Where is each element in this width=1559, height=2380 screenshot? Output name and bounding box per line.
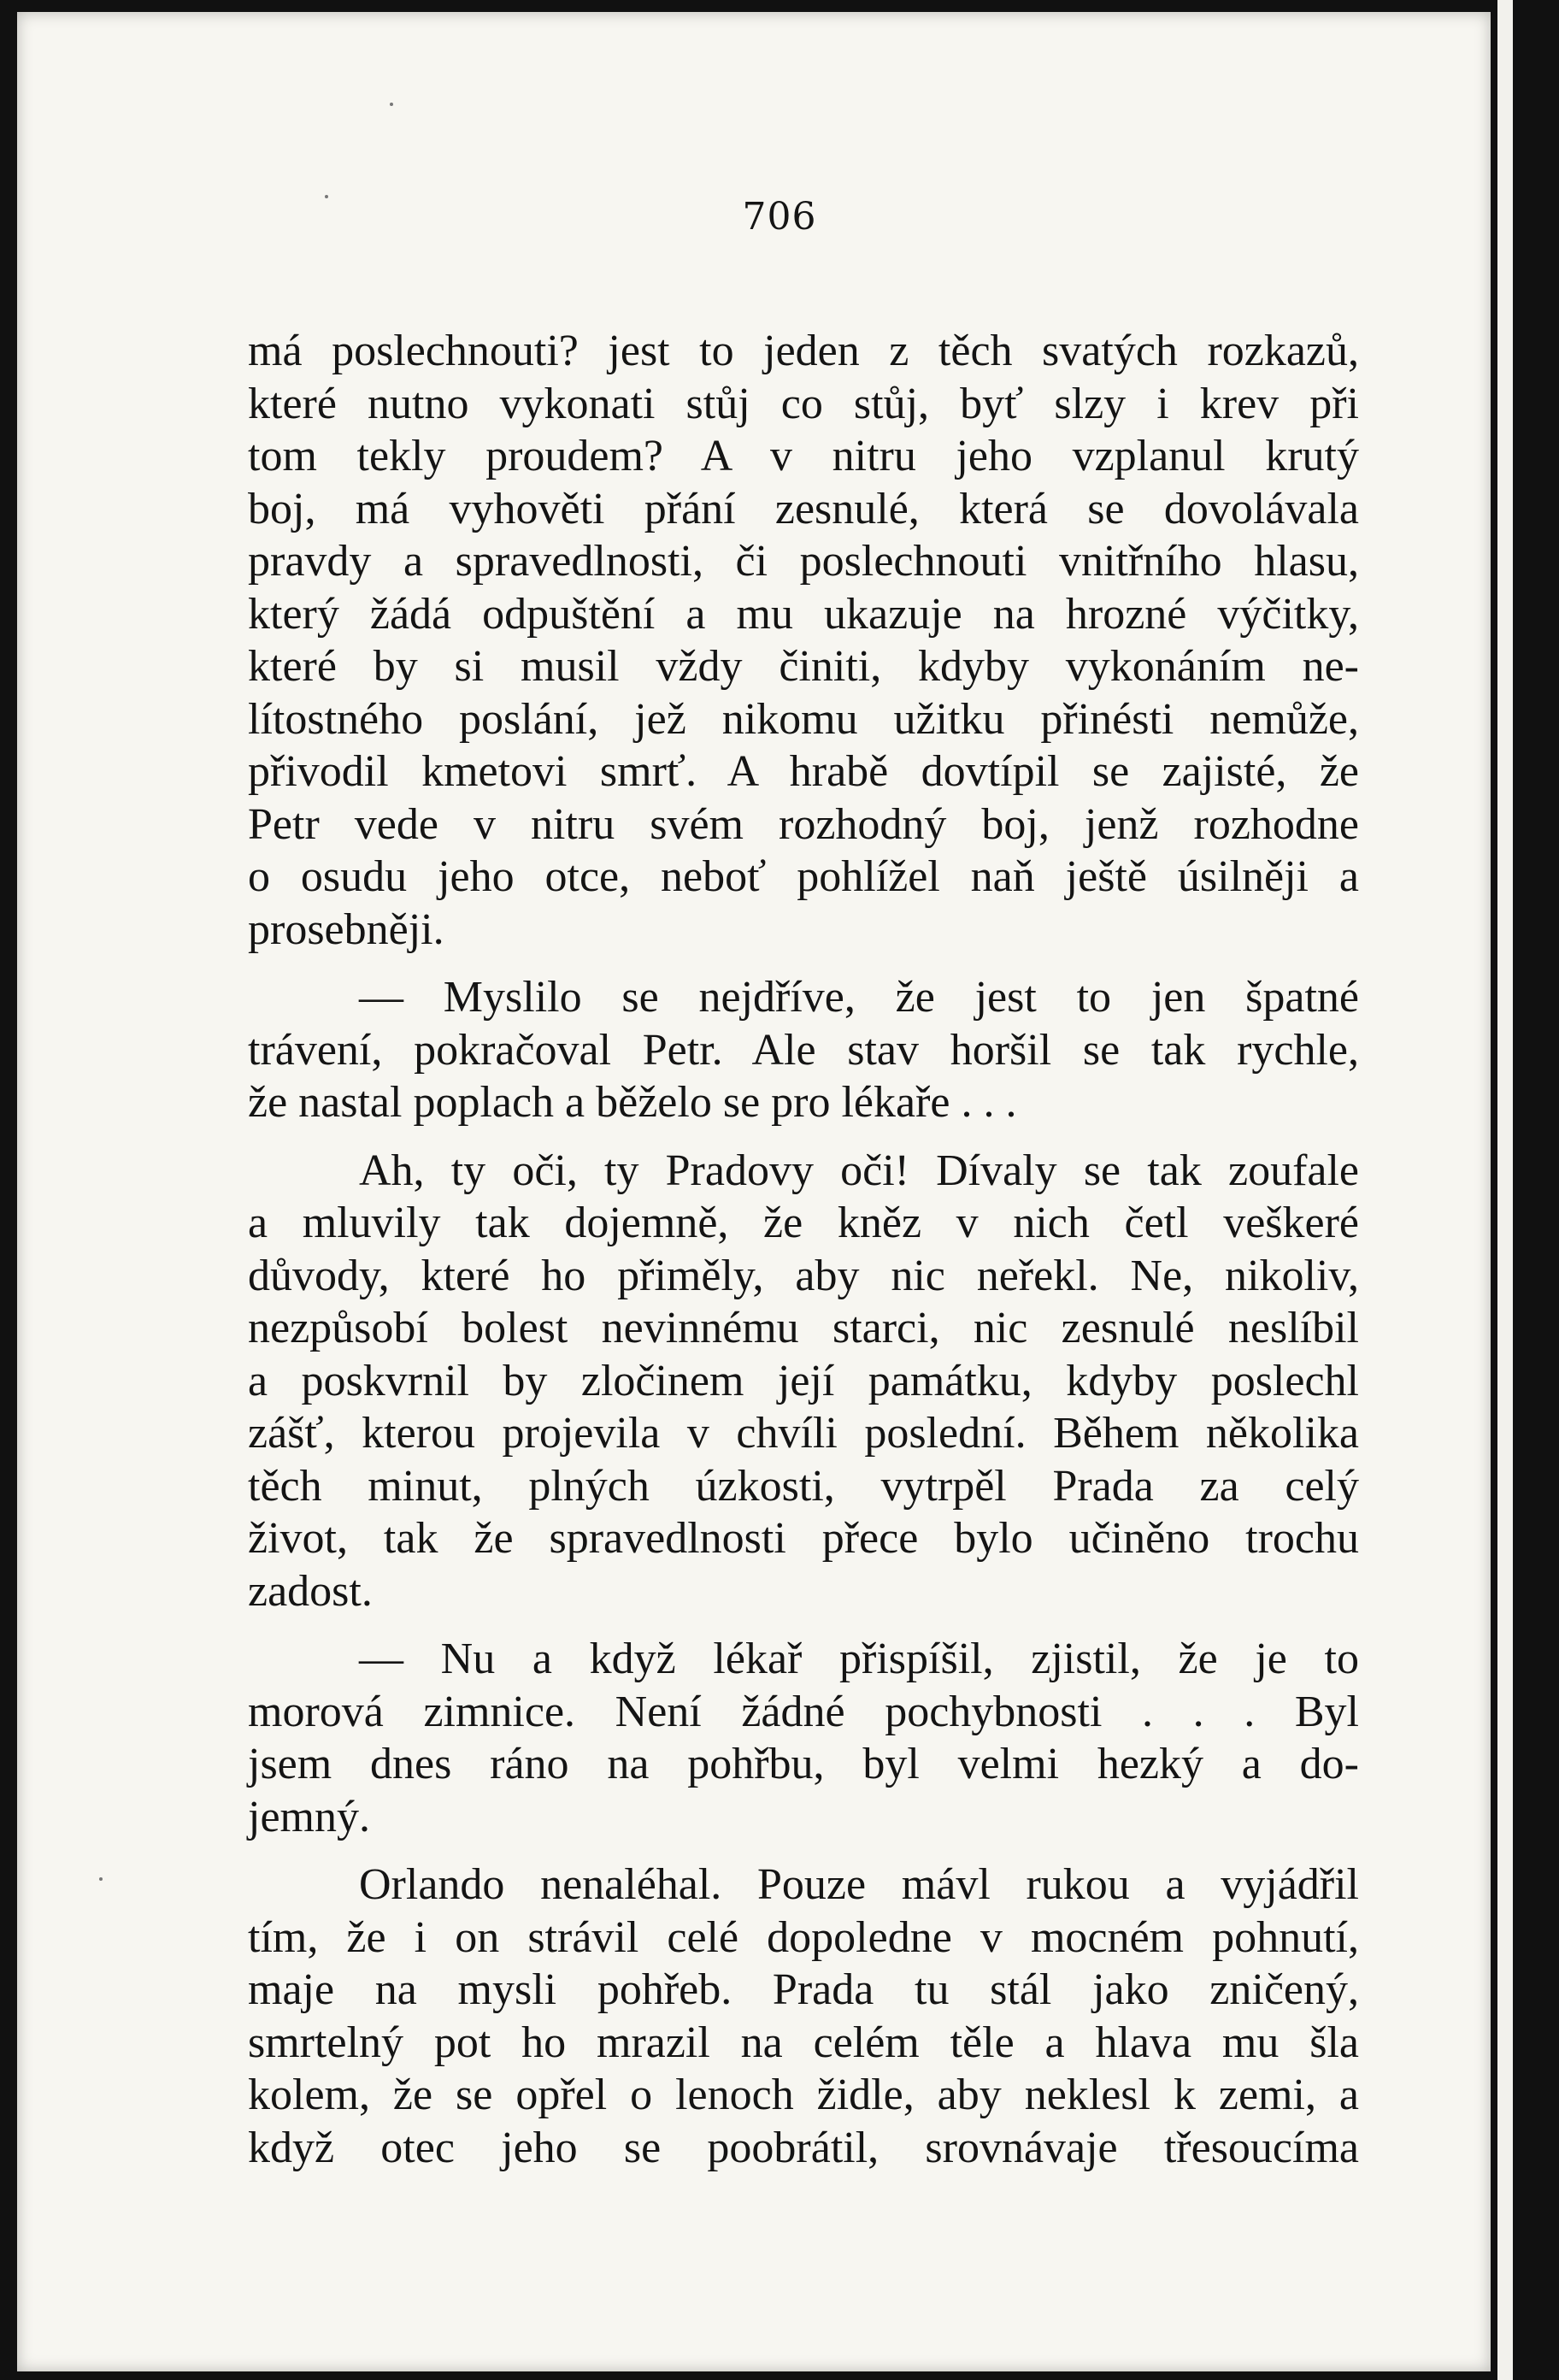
text-line: prosebněji. xyxy=(248,904,444,954)
paragraph xyxy=(248,1859,1359,2174)
text-line: zadost. xyxy=(248,1566,373,1616)
text-line: má poslechnouti? jest to jeden z těch svatých rozkazů, xyxy=(248,327,1359,375)
body-text xyxy=(248,325,1359,2174)
text-line: Petr vede v nitru svém rozhodný boj, jenž rozhodne xyxy=(248,799,1359,849)
text-line: tím, že i on strávil celé dopoledne v mocném pohnutí, xyxy=(248,1912,1359,1962)
paragraph xyxy=(248,1633,1359,1843)
text-line: jsem dnes ráno na pohřbu, byl velmi hezký a do- xyxy=(248,1740,1359,1788)
text-line: maje na mysli pohřeb. Prada tu stál jako zničený, xyxy=(248,1965,1359,2014)
text-line: Ah, ty oči, ty Pradovy oči! Dívaly se tak zoufale xyxy=(359,1146,1359,1195)
text-line: které by si musil vždy činiti, kdyby vykonáním ne- xyxy=(248,642,1359,691)
text-line: nezpůsobí bolest nevinnému starci, nic zesnulé neslíbil xyxy=(248,1304,1359,1352)
text-line: zášť, kterou projevila v chvíli poslední. Během několika xyxy=(248,1409,1359,1458)
text-line: morová zimnice. Není žádné pochybnosti . . . Byl xyxy=(248,1687,1359,1736)
paragraph xyxy=(248,971,1359,1129)
page-edge xyxy=(1497,0,1513,2380)
text-line: — Nu a když lékař přispíšil, zjistil, že je to xyxy=(359,1635,1359,1683)
text-line: lítostného poslání, jež nikomu užitku přinésti nemůže, xyxy=(248,694,1359,744)
text-line: který žádá odpuštění a mu ukazuje na hrozné výčitky, xyxy=(248,589,1359,639)
text-line: kolem, že se opřel o lenoch židle, aby neklesl k zemi, a xyxy=(248,2071,1359,2119)
text-line: trávení, pokračoval Petr. Ale stav horšil se tak rychle, xyxy=(248,1025,1359,1075)
text-line: boj, má vyhověti přání zesnulé, která se dovolávala xyxy=(248,484,1359,533)
paper-speck xyxy=(390,103,393,106)
text-line: a mluvily tak dojemně, že kněz v nich četl veškeré xyxy=(248,1199,1359,1247)
paragraph xyxy=(248,325,1359,956)
text-line: které nutno vykonati stůj co stůj, byť slzy i krev při xyxy=(248,379,1359,428)
paragraph xyxy=(248,1145,1359,1618)
text-line: když otec jeho se poobrátil, srovnávaje třesoucíma xyxy=(248,2123,1359,2172)
text-line: život, tak že spravedlnosti přece bylo učiněno trochu xyxy=(248,1514,1359,1563)
text-line: Orlando nenaléhal. Pouze mávl rukou a vyjádřil xyxy=(359,1860,1359,1909)
text-line: důvody, které ho přiměly, aby nic neřekl. Ne, nikoliv, xyxy=(248,1251,1359,1300)
page-number: 706 xyxy=(742,195,817,239)
text-line: jemný. xyxy=(248,1792,370,1841)
text-line: — Myslilo se nejdříve, že jest to jen špatné xyxy=(359,973,1359,1022)
text-line: pravdy a spravedlnosti, či poslechnouti vnitřního hlasu, xyxy=(248,537,1359,586)
text-line: smrtelný pot ho mrazil na celém těle a hlava mu šla xyxy=(248,2018,1359,2067)
text-line: a poskvrnil by zločinem její památku, kdyby poslechl xyxy=(248,1356,1359,1405)
text-line: o osudu jeho otce, neboť pohlížel naň ještě úsilněji a xyxy=(248,852,1359,901)
paper-speck xyxy=(99,1877,103,1881)
text-line: těch minut, plných úzkosti, vytrpěl Prada za celý xyxy=(248,1461,1359,1511)
text-line: že nastal poplach a běželo se pro lékaře . . . xyxy=(248,1078,1017,1127)
text-line: tom tekly proudem? A v nitru jeho vzplanul krutý xyxy=(248,432,1359,480)
text-line: přivodil kmetovi smrť. A hrabě dovtípil se zajisté, že xyxy=(248,747,1359,796)
